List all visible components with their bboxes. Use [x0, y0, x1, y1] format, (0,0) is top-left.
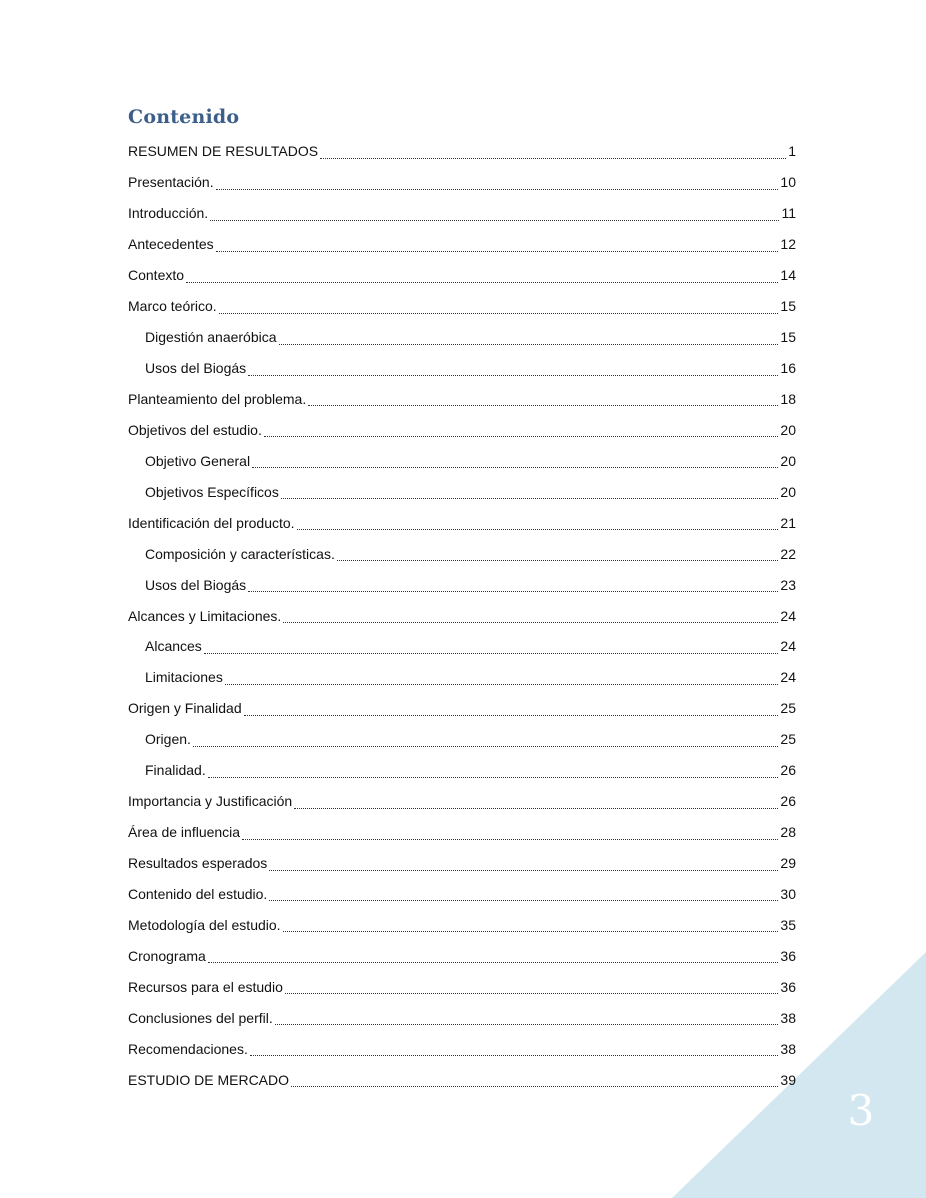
toc-entry-page: 29 — [780, 855, 796, 872]
toc-entry-page: 24 — [780, 669, 796, 686]
toc-dot-leader — [216, 177, 779, 190]
toc-entry[interactable] — [128, 167, 796, 198]
toc-dot-leader — [279, 332, 779, 345]
toc-dot-leader — [283, 919, 779, 932]
toc-entry[interactable] — [128, 384, 796, 415]
toc-dot-leader — [308, 393, 778, 406]
toc-entry-title: Objetivo General — [145, 452, 251, 469]
toc-dot-leader — [264, 424, 779, 437]
toc-dot-leader — [225, 672, 779, 685]
toc-entry-page: 36 — [780, 978, 796, 995]
toc-entry-page: 1 — [788, 143, 796, 160]
toc-entry[interactable] — [128, 693, 796, 724]
toc-dot-leader — [269, 888, 778, 901]
toc-heading: Contenido — [128, 106, 240, 128]
toc-entry-title: Objetivos del estudio. — [128, 421, 262, 438]
toc-dot-leader — [248, 363, 778, 376]
toc-entry[interactable] — [128, 755, 796, 786]
table-of-contents — [128, 136, 796, 1095]
toc-entry[interactable] — [128, 879, 796, 910]
toc-entry-page: 38 — [780, 1040, 796, 1057]
toc-entry-title: Contenido del estudio. — [128, 885, 268, 902]
page-number: 3 — [847, 1086, 875, 1135]
toc-entry-page: 16 — [780, 360, 796, 377]
toc-entry-page: 18 — [780, 390, 796, 407]
toc-dot-leader — [208, 950, 779, 963]
toc-entry-page: 20 — [780, 421, 796, 438]
toc-dot-leader — [291, 1074, 778, 1087]
toc-entry-title: RESUMEN DE RESULTADOS — [128, 143, 319, 160]
toc-entry-title: Origen. — [145, 731, 191, 748]
toc-entry[interactable] — [128, 1033, 796, 1064]
toc-entry[interactable] — [128, 600, 796, 631]
toc-entry-title: Usos del Biogás — [145, 360, 247, 377]
toc-entry-page: 36 — [780, 947, 796, 964]
toc-entry-page: 35 — [780, 916, 796, 933]
toc-entry-page: 14 — [780, 267, 796, 284]
toc-entry[interactable] — [128, 662, 796, 693]
toc-entry-page: 15 — [780, 298, 796, 315]
toc-dot-leader — [248, 579, 778, 592]
toc-entry-title: Resultados esperados — [128, 855, 268, 872]
toc-entry-page: 24 — [780, 638, 796, 655]
toc-entry-title: Presentación. — [128, 174, 214, 191]
toc-entry-page: 15 — [780, 329, 796, 346]
toc-entry[interactable] — [128, 507, 796, 538]
toc-dot-leader — [285, 981, 779, 994]
toc-dot-leader — [186, 270, 778, 283]
toc-entry[interactable] — [128, 198, 796, 229]
toc-dot-leader — [219, 301, 779, 314]
toc-dot-leader — [281, 486, 779, 499]
toc-entry-page: 24 — [780, 607, 796, 624]
toc-entry-page: 11 — [781, 205, 796, 222]
toc-entry[interactable] — [128, 971, 796, 1002]
toc-entry-title: Importancia y Justificación — [128, 793, 293, 810]
toc-entry-page: 10 — [780, 174, 796, 191]
toc-entry[interactable] — [128, 569, 796, 600]
toc-entry-title: Recomendaciones. — [128, 1040, 248, 1057]
toc-entry-title: Contexto — [128, 267, 185, 284]
toc-entry[interactable] — [128, 322, 796, 353]
toc-dot-leader — [252, 455, 778, 468]
toc-dot-leader — [320, 146, 786, 159]
toc-entry-title: Finalidad. — [145, 762, 206, 779]
toc-entry-page: 38 — [780, 1009, 796, 1026]
toc-entry-title: Objetivos Específicos — [145, 483, 279, 500]
toc-entry-title: Cronograma — [128, 947, 206, 964]
toc-dot-leader — [242, 827, 778, 840]
toc-entry-title: Metodología del estudio. — [128, 916, 281, 933]
toc-entry-title: Conclusiones del perfil. — [128, 1009, 273, 1026]
toc-entry-title: Alcances — [145, 638, 202, 655]
toc-entry[interactable] — [128, 414, 796, 445]
toc-dot-leader — [216, 239, 779, 252]
toc-entry[interactable] — [128, 1064, 796, 1095]
toc-entry[interactable] — [128, 786, 796, 817]
toc-entry-title: Introducción. — [128, 205, 209, 222]
toc-dot-leader — [244, 703, 779, 716]
toc-entry[interactable] — [128, 724, 796, 755]
toc-dot-leader — [297, 517, 779, 530]
toc-dot-leader — [294, 796, 778, 809]
toc-entry-title: Limitaciones — [145, 669, 223, 686]
toc-entry-page: 22 — [780, 545, 796, 562]
toc-dot-leader — [193, 734, 779, 747]
toc-dot-leader — [250, 1043, 779, 1056]
toc-entry-title: Planteamiento del problema. — [128, 390, 307, 407]
toc-entry-title: Origen y Finalidad — [128, 700, 242, 717]
toc-dot-leader — [275, 1012, 779, 1025]
toc-entry[interactable] — [128, 631, 796, 662]
toc-entry-title: Antecedentes — [128, 236, 214, 253]
toc-dot-leader — [208, 765, 779, 778]
toc-entry[interactable] — [128, 476, 796, 507]
toc-entry[interactable] — [128, 229, 796, 260]
toc-entry-title: Usos del Biogás — [145, 576, 247, 593]
toc-entry[interactable] — [128, 260, 796, 291]
toc-entry-page: 26 — [780, 762, 796, 779]
toc-entry[interactable] — [128, 1002, 796, 1033]
toc-entry-title: Composición y características. — [145, 545, 335, 562]
toc-entry-title: Recursos para el estudio — [128, 978, 283, 995]
toc-dot-leader — [283, 610, 778, 623]
toc-entry-page: 26 — [780, 793, 796, 810]
toc-entry-page: 30 — [780, 885, 796, 902]
toc-entry-title: Área de influencia — [128, 824, 241, 841]
toc-entry-title: Marco teórico. — [128, 298, 217, 315]
toc-entry-page: 25 — [780, 731, 796, 748]
toc-entry-title: ESTUDIO DE MERCADO — [128, 1071, 290, 1088]
toc-dot-leader — [210, 208, 779, 221]
toc-entry-page: 20 — [780, 452, 796, 469]
toc-entry[interactable] — [128, 817, 796, 848]
toc-dot-leader — [204, 641, 779, 654]
toc-entry[interactable] — [128, 909, 796, 940]
toc-entry-page: 39 — [780, 1071, 796, 1088]
toc-entry-page: 12 — [780, 236, 796, 253]
toc-entry[interactable] — [128, 940, 796, 971]
toc-entry[interactable] — [128, 136, 796, 167]
toc-dot-leader — [337, 548, 779, 561]
toc-entry-page: 20 — [780, 483, 796, 500]
toc-entry-title: Identificación del producto. — [128, 514, 295, 531]
toc-entry[interactable] — [128, 848, 796, 879]
toc-entry[interactable] — [128, 445, 796, 476]
toc-entry-title: Digestión anaeróbica — [145, 329, 277, 346]
toc-entry-page: 28 — [780, 824, 796, 841]
toc-entry-page: 21 — [780, 514, 796, 531]
toc-entry-page: 23 — [780, 576, 796, 593]
toc-entry-page: 25 — [780, 700, 796, 717]
toc-entry[interactable] — [128, 291, 796, 322]
toc-entry[interactable] — [128, 353, 796, 384]
toc-entry[interactable] — [128, 538, 796, 569]
toc-dot-leader — [269, 858, 778, 871]
toc-entry-title: Alcances y Limitaciones. — [128, 607, 282, 624]
